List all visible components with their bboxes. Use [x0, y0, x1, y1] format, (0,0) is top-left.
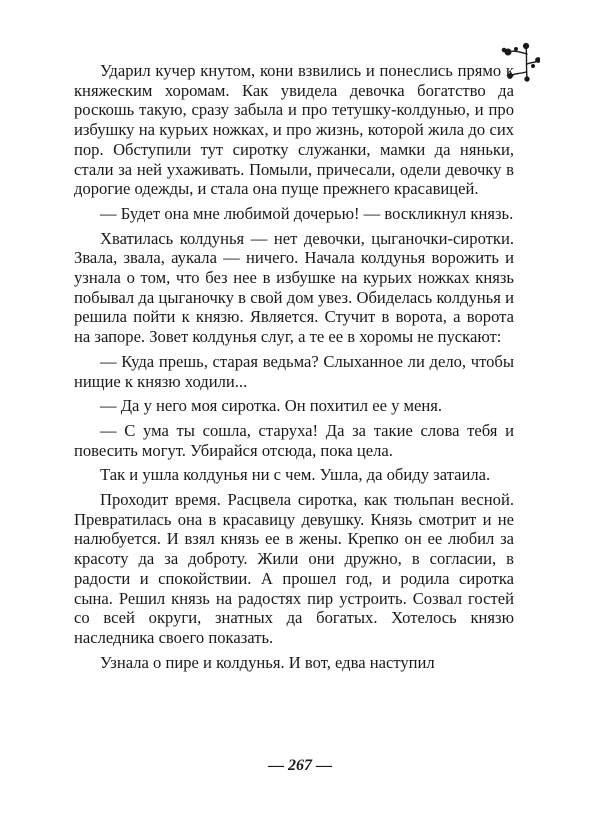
paragraph: — Да у него моя сиротка. Он похитил ее у меня.	[100, 396, 443, 416]
paragraph: Проходит время. Расцвела сиротка, как тюльпан весной. Превратилась она в красавицу девушку. Князь смотрит и не налюбуется. И взял князь ее в жены. Крепко он ее любил за красоту да за доброту. Жили они дружно, в согласии, в радости и спокойствии. А прошел год, и родила сиротка сына. Решил князь на радостях пир устроить. Созвал гостей со всей округи, знатных да богатых. Хотелось князю наследника своего показать.	[74, 490, 514, 647]
story-text	[74, 61, 514, 672]
paragraph: — Будет она мне любимой дочерью! — воскликнул князь.	[100, 203, 514, 223]
paragraph: Хватилась колдунья — нет девочки, цыганочки-сиротки. Звала, звала, аукала — ничего. Начала колдунья ворожить и узнала о том, что без нее в избушке на курьих ножках князь побывал да цыганочку в свой дом увез. Обиделась колдунья и решила пойти к князю. Является. Стучит в ворота, а ворота на запоре. Зовет колдунья слуг, а те ее в хоромы не пускают:	[74, 228, 514, 347]
paragraph: Узнала о пире и колдунья. И вот, едва наступил	[100, 652, 435, 672]
paragraph: — Куда прешь, старая ведьма? Слыханное ли дело, чтобы нищие к князю ходили...	[74, 351, 514, 391]
paragraph: Ударил кучер кнутом, кони взвились и понеслись прямо к княжеским хоромам. Как увидела девочка богатство да роскошь такую, сразу забыла и про тетушку-колдунью, и про избушку на курьих ножках, и про жизнь, которой жила до сих пор. Обступили тут сиротку служанки, мамки да няньки, стали за ней ухаживать. Помыли, причесали, одели девочку в дорогие одежды, и стала она пуще прежнего красавицей.	[74, 61, 514, 199]
page-number: — 267 —	[268, 757, 332, 774]
paragraph: Так и ушла колдунья ни с чем. Ушла, да обиду затаила.	[100, 465, 491, 485]
paragraph: — С ума ты сошла, старуха! Да за такие слова тебя и повесить могут. Убирайся отсюда, пока цела.	[74, 420, 514, 460]
